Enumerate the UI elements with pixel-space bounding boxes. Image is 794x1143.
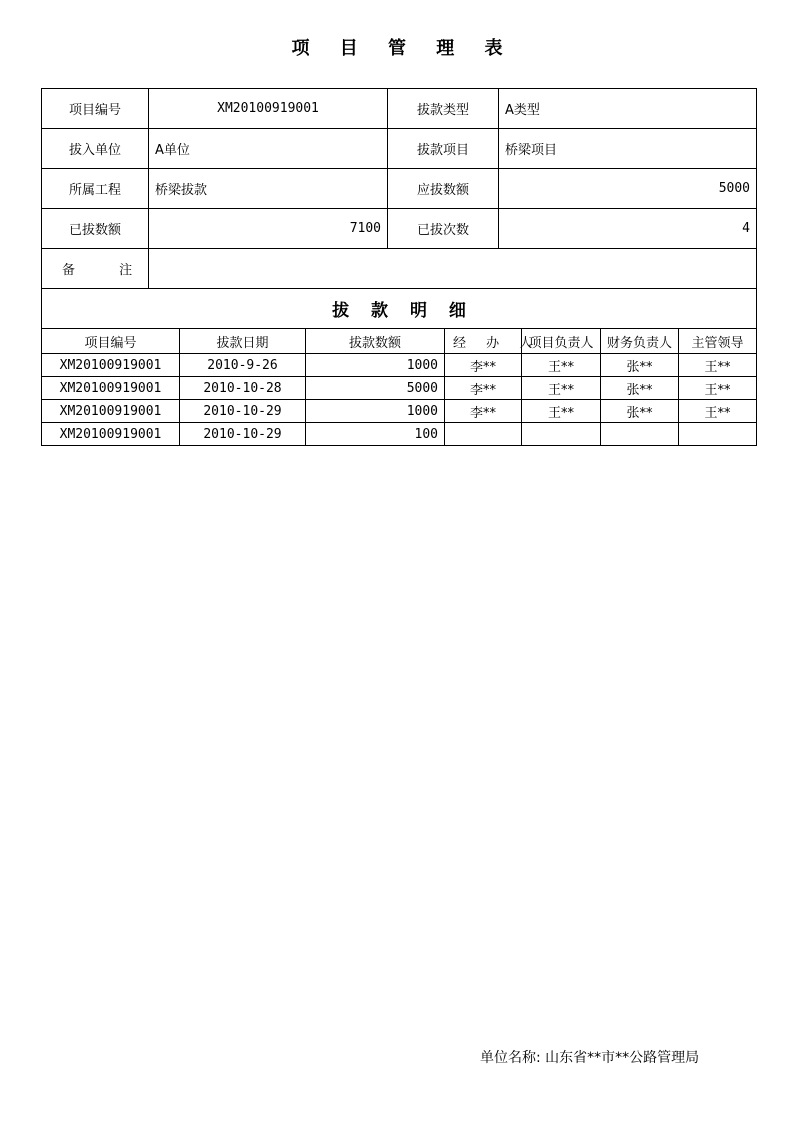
cell-project-lead: 王** [522, 377, 601, 400]
cell-handler: 李** [445, 400, 522, 423]
cell-project-lead: 王** [522, 400, 601, 423]
column-header: 项目编号 [42, 329, 180, 354]
project-value: 桥梁拔款 [149, 169, 388, 209]
recv-unit-label: 拔入单位 [42, 129, 149, 169]
section-title: 拔 款 明 细 [42, 289, 757, 329]
cell-amount: 100 [306, 423, 445, 446]
table-row [42, 400, 757, 423]
remark-value [149, 249, 757, 289]
cell-project-no: XM20100919001 [42, 400, 180, 423]
column-header: 财务负责人 [601, 329, 679, 354]
fund-item-value: 桥梁项目 [499, 129, 757, 169]
column-header: 拔款日期 [180, 329, 306, 354]
table-row [42, 169, 757, 209]
cell-date: 2010-9-26 [180, 354, 306, 377]
cell-date: 2010-10-29 [180, 423, 306, 446]
cell-project-no: XM20100919001 [42, 354, 180, 377]
cell-amount: 1000 [306, 354, 445, 377]
paid-count-label: 已拔次数 [388, 209, 499, 249]
cell-project-lead [522, 423, 601, 446]
cell-handler: 李** [445, 377, 522, 400]
cell-finance-lead: 张** [601, 354, 679, 377]
column-header: 拔款数额 [306, 329, 445, 354]
table-header-row [42, 329, 757, 354]
cell-project-no: XM20100919001 [42, 377, 180, 400]
recv-unit-value: A单位 [149, 129, 388, 169]
unit-name-footer: 单位名称: 山东省**市**公路管理局 [480, 1050, 700, 1066]
paid-amount-value: 7100 [149, 209, 388, 249]
cell-project-no: XM20100919001 [42, 423, 180, 446]
cell-amount: 1000 [306, 400, 445, 423]
project-no-label: 项目编号 [42, 89, 149, 129]
cell-handler [445, 423, 522, 446]
cell-date: 2010-10-28 [180, 377, 306, 400]
column-header: 项目负责人 [522, 329, 601, 354]
fund-detail-table [41, 288, 757, 446]
project-no-value: XM20100919001 [149, 89, 388, 129]
table-row [42, 209, 757, 249]
cell-supervisor: 王** [679, 400, 757, 423]
column-header: 经 办 人 [445, 329, 522, 354]
due-amount-value: 5000 [499, 169, 757, 209]
cell-amount: 5000 [306, 377, 445, 400]
project-label: 所属工程 [42, 169, 149, 209]
table-row [42, 354, 757, 377]
fund-item-label: 拔款项目 [388, 129, 499, 169]
paid-amount-label: 已拔数额 [42, 209, 149, 249]
fund-type-label: 拔款类型 [388, 89, 499, 129]
cell-finance-lead: 张** [601, 377, 679, 400]
table-row [42, 129, 757, 169]
table-row [42, 89, 757, 129]
table-row [42, 377, 757, 400]
paid-count-value: 4 [499, 209, 757, 249]
table-row [42, 249, 757, 289]
fund-type-value: A类型 [499, 89, 757, 129]
cell-supervisor: 王** [679, 377, 757, 400]
page-title: 项 目 管 理 表 [291, 38, 515, 59]
cell-finance-lead [601, 423, 679, 446]
cell-project-lead: 王** [522, 354, 601, 377]
cell-finance-lead: 张** [601, 400, 679, 423]
cell-supervisor: 王** [679, 354, 757, 377]
cell-handler: 李** [445, 354, 522, 377]
project-info-table [41, 88, 757, 289]
table-row [42, 289, 757, 329]
due-amount-label: 应拔数额 [388, 169, 499, 209]
column-header: 主管领导 [679, 329, 757, 354]
cell-supervisor [679, 423, 757, 446]
remark-label: 备 注 [42, 249, 149, 289]
cell-date: 2010-10-29 [180, 400, 306, 423]
table-row [42, 423, 757, 446]
